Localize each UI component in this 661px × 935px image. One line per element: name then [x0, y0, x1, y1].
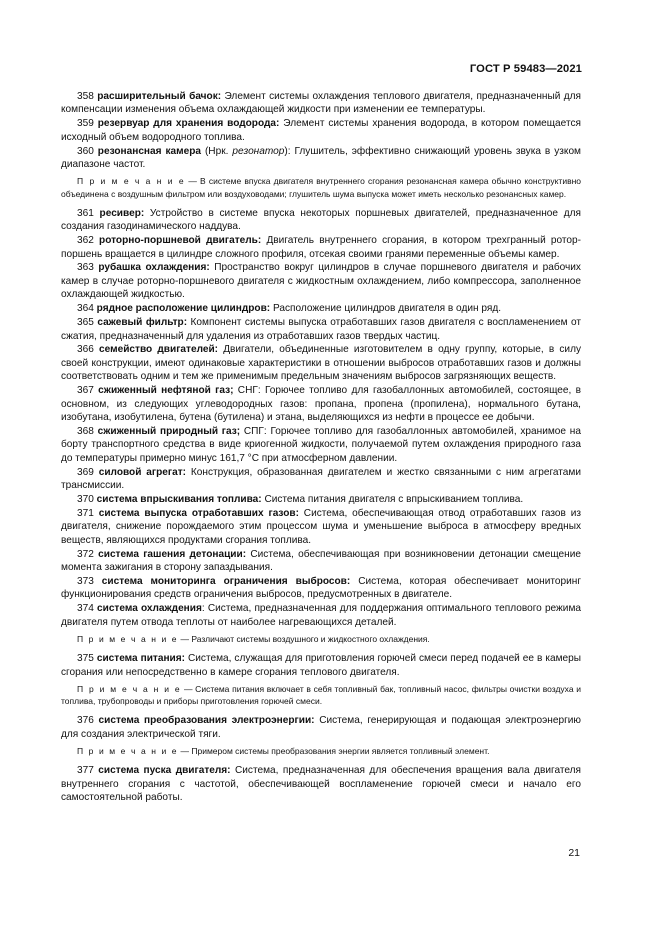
term: система преобразования электроэнергии:	[98, 715, 315, 727]
term: система гашения детонации:	[98, 548, 247, 560]
entry-358: 358 расширительный бачок: Элемент системы охлаждения теплового двигателя, предназначенный для компенсации изменения объема охлаждающей жидкости при изменении ее температуры.	[61, 91, 582, 116]
note-375: П р и м е ч а н и е — Система питания включает в себя топливный бак, топливный насос, фильтры очистки воздуха и топлива, трубопроводы и приборы приготовления горючей смеси.	[61, 683, 582, 707]
entry-360: 360 резонансная камера (Нрк. резонатор): Глушитель, эффективно снижающий уровень звука в узком диапазоне частот.	[61, 145, 581, 171]
term: резонансная камера	[97, 145, 201, 157]
term: сажевый фильтр:	[97, 317, 188, 329]
entry-366: 366 семейство двигателей: Двигатели, объединенные изготовителем в одну группу, которые, в силу своей конструкции, имеют одинаковые характеристики в отношении выбросов отработавших газов и должны соответствовать одним и тем же применимым предельным значениям выбросов загрязняющих веществ.	[61, 344, 582, 383]
term: резервуар для хранения водорода:	[97, 118, 280, 130]
term: семейство двигателей:	[99, 344, 219, 356]
term: роторно-поршневой двигатель:	[99, 235, 262, 247]
page-number: 21	[568, 847, 580, 859]
term: система мониторинга ограничения выбросов:	[101, 575, 351, 587]
entry-372: 372 система гашения детонации: Система, обеспечивающая при возникновении детонации смещение момента зажигания в сторону запаздывания.	[61, 548, 581, 573]
entry-377: 377 система пуска двигателя: Система, предназначенная для обеспечения вращения вала двигателя внутреннего сгорания с частотой, обеспечивающей воспламенение горючей смеси и начало его самостоятельной работы.	[61, 765, 581, 804]
entry-373: 373 система мониторинга ограничения выбросов: Система, которая обеспечивает мониторинг функционирования средств ограничения выбросов, предусмотренных в двигателе.	[61, 575, 581, 601]
entry-376: 376 система преобразования электроэнергии: Система, генерирующая и подающая электроэнергию для создания электрической тяги.	[61, 715, 581, 740]
entry-363: 363 рубашка охлаждения: Пространство вокруг цилиндров в случае поршневого двигателя и рабочих камер в случае роторно-поршневого двигателя с жидкостным охлаждением, либо компрессора, заполненное охлаждающей жидкостью.	[61, 262, 581, 301]
entry-364: 364 рядное расположение цилиндров: Расположение цилиндров двигателя в один ряд.	[77, 303, 502, 315]
note-360: П р и м е ч а н и е — В системе впуска двигателя внутреннего сгорания резонансная камера обычно конструктивно объединена с воздушным фильтром или воздуховодами; глушитель шума выпуска может иметь несколько резонансных камер.	[61, 176, 582, 199]
term: система питания:	[96, 653, 186, 665]
entry-368: 368 сжиженный природный газ; СПГ: Горючее топливо для газобаллонных автомобилей, хранимое на борту транспортного средства в виде криогенной жидкости, получаемой путем охлаждения природного газа до температуры примерно минус 161,7 °С при атмосферном давлении.	[61, 425, 581, 464]
document-header: ГОСТ Р 59483—2021	[469, 63, 582, 75]
entry-375: 375 система питания: Система, служащая для приготовления горючей смеси перед подачей ее в камеры сгорания или непосредственно в камере сгорания теплового двигателя.	[61, 653, 582, 678]
note-374: П р и м е ч а н и е — Различают системы воздушного и жидкостного охлаждения.	[77, 633, 430, 644]
entry-370: 370 система впрыскивания топлива: Система питания двигателя с впрыскиванием топлива.	[77, 493, 524, 505]
note-label: П р и м е ч а н и е	[77, 176, 186, 187]
term: рядное расположение цилиндров:	[96, 303, 271, 315]
term: сжиженный природный газ;	[97, 425, 241, 437]
note-label: П р и м е ч а н и е	[77, 746, 179, 757]
entry-361: 361 ресивер: Устройство в системе впуска некоторых поршневых двигателей, предназначенное для создания газодинамического наддува.	[61, 207, 581, 233]
term: рубашка охлаждения:	[98, 262, 210, 274]
entry-374: 374 система охлаждения: Система, предназначенная для поддержания оптимального теплового режима двигателя путем отвода теплоты от наиболее нагревающихся деталей.	[61, 603, 581, 628]
term: система впрыскивания топлива:	[96, 493, 262, 505]
term: система выпуска отработавших газов:	[98, 507, 299, 519]
entry-371: 371 система выпуска отработавших газов: Система, обеспечивающая отвод отработавших газов из двигателя, снижение порождаемого этим процессом шума и уменьшение выброса в атмосферу вредных веществ, являющихся продуктами сгорания топлива.	[61, 507, 581, 546]
entry-365: 365 сажевый фильтр: Компонент системы выпуска отработавших газов двигателя с воспламенением от сжатия, предназначенный для удаления из отработавших газов твердых частиц.	[61, 317, 582, 342]
note-label: П р и м е ч а н и е	[77, 683, 182, 694]
entry-359: 359 резервуар для хранения водорода: Элемент системы хранения водорода, в котором помещается исходный объем водородного топлива.	[61, 118, 581, 143]
entry-367: 367 сжиженный нефтяной газ; СНГ: Горючее топливо для газобаллонных автомобилей, состоящее, в основном, из следующих углеводородных газов: пропана, пропена (пропилена), нормального бутана, изобутана, изобутилена, бутена (бутилена) и этана, выделяющихся из нефти в процессе ее добычи.	[61, 385, 581, 423]
note-376: П р и м е ч а н и е — Примером системы преобразования энергии является топливный элемент.	[77, 746, 490, 757]
term: ресивер:	[99, 207, 145, 219]
note-label: П р и м е ч а н и е	[77, 633, 179, 644]
entry-362: 362 роторно-поршневой двигатель: Двигатель внутреннего сгорания, в котором трехгранный ротор-поршень вращается в цилиндре сложного профиля, отсекая своими гранями переменные объемы камер.	[61, 235, 581, 260]
term: система пуска двигателя:	[98, 765, 231, 777]
term: силовой агрегат:	[98, 466, 187, 478]
page-content	[61, 90, 581, 805]
term: сжиженный нефтяной газ;	[98, 385, 234, 397]
term: расширительный бачок:	[97, 91, 222, 102]
entry-369: 369 силовой агрегат: Конструкция, образованная двигателем и жестко связанными с ним агрегатами трансмиссии.	[61, 466, 581, 491]
term: система охлаждения	[97, 603, 202, 615]
alt-term: резонатор	[232, 145, 285, 157]
